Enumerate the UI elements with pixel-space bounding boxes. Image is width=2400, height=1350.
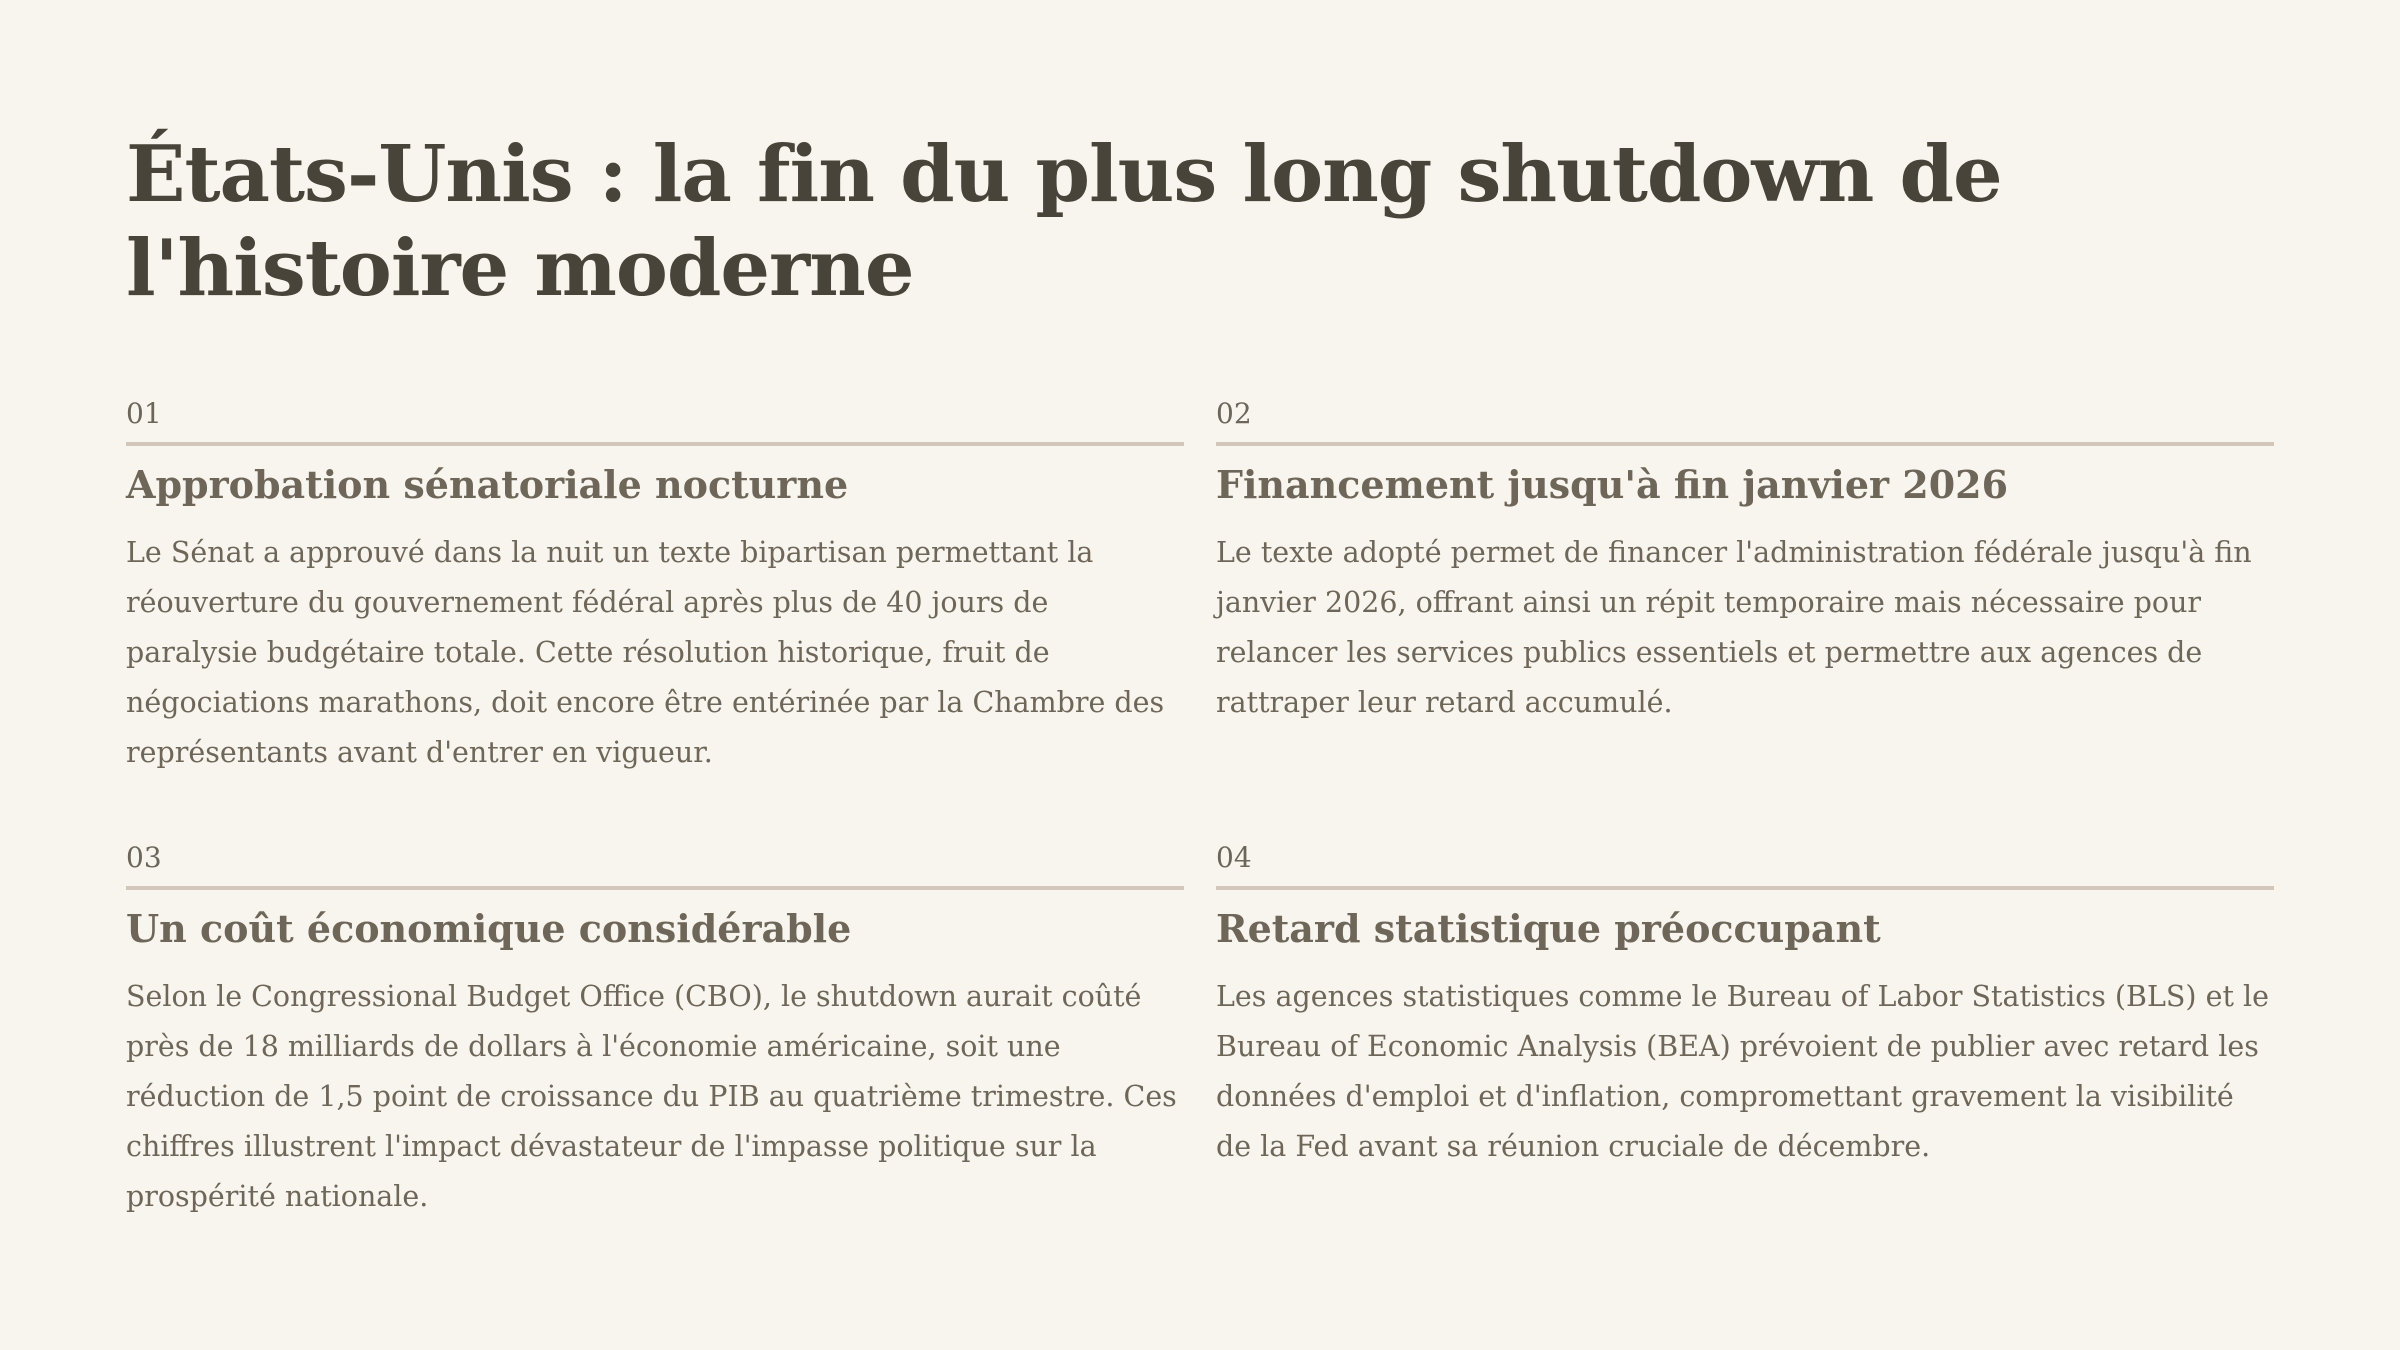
card-body: Les agences statistiques comme le Bureau of Labor Statistics (BLS) et le Bureau of Economic Analysis (BEA) prévoient de publier avec retard les données d'emploi et d'inflation, compromettant gravement la visibilité de la Fed avant sa réunion cruciale de décembre. — [1216, 980, 2269, 1163]
card-number: 02 — [1216, 396, 2274, 446]
card-4 — [1216, 840, 2274, 1222]
page-title: États-Unis : la fin du plus long shutdown de l'histoire moderne — [126, 129, 2002, 314]
card-heading: Financement jusqu'à fin janvier 2026 — [1216, 462, 2009, 507]
card-number: 04 — [1216, 840, 2274, 890]
card-1 — [126, 396, 1184, 778]
card-number: 01 — [126, 396, 1184, 446]
card-body: Le texte adopté permet de financer l'administration fédérale jusqu'à fin janvier 2026, offrant ainsi un répit temporaire mais nécessaire pour relancer les services publics essentiels et permettre aux agences de rattraper leur retard accumulé. — [1216, 536, 2252, 719]
card-3 — [126, 840, 1184, 1222]
card-heading: Approbation sénatoriale nocturne — [126, 462, 849, 507]
card-number: 03 — [126, 840, 1184, 890]
card-grid — [126, 396, 2274, 1222]
card-2 — [1216, 396, 2274, 778]
card-body: Le Sénat a approuvé dans la nuit un texte bipartisan permettant la réouverture du gouvernement fédéral après plus de 40 jours de paralysie budgétaire totale. Cette résolution historique, fruit de négociations marathons, doit encore être entérinée par la Chambre des représentants avant d'entrer en vigueur. — [126, 536, 1165, 769]
card-heading: Un coût économique considérable — [126, 906, 852, 951]
card-heading: Retard statistique préoccupant — [1216, 906, 1881, 951]
card-body: Selon le Congressional Budget Office (CBO), le shutdown aurait coûté près de 18 milliards de dollars à l'économie américaine, soit une réduction de 1,5 point de croissance du PIB au quatrième trimestre. Ces chiffres illustrent l'impact dévastateur de l'impasse politique sur la prospérité nationale. — [126, 980, 1177, 1213]
